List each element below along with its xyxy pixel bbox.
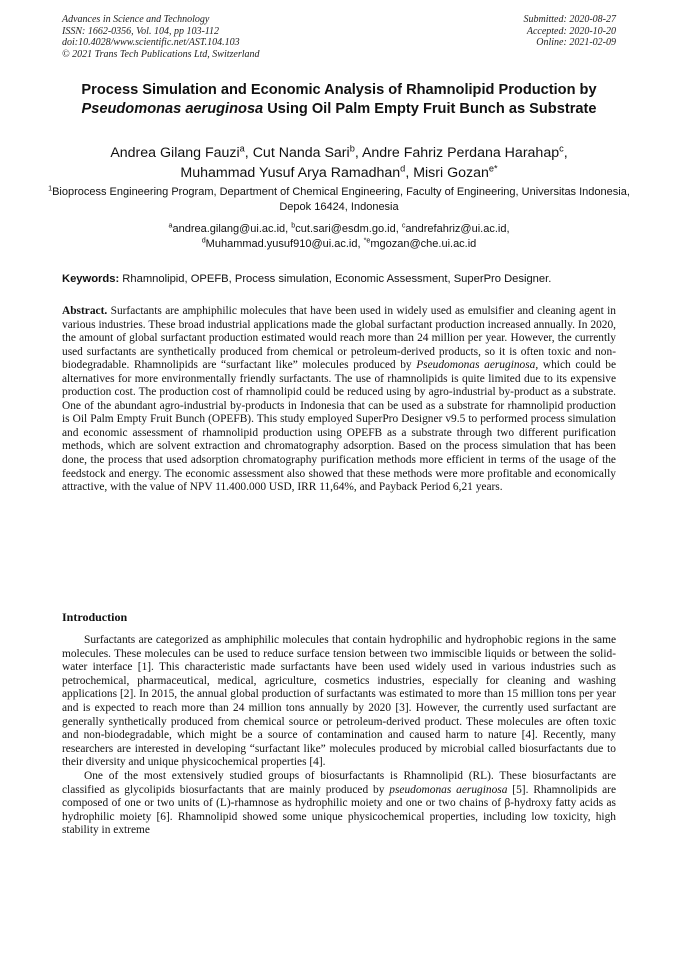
author-name: Misri Gozan <box>413 165 489 181</box>
author-separator: , <box>354 145 362 161</box>
keywords-text: Rhamnolipid, OPEFB, Process simulation, Economic Assessment, SuperPro Designer. <box>119 273 552 285</box>
paper-title <box>40 81 638 119</box>
abstract-text-1: Surfactants are amphiphilic molecules that have been used in widely used as emulsifier and cleaning agent in various industries. These broad industrial applications made the global surfactant production increased annually. In 2020, the amount of global surfactant production estimated would reach more than 24 million per year. However, the currently used surfactants are synthetically produced from chemical or petroleum-derived products, so it is often toxic and non-biodegradable. Rhamnolipids are “surfactant like” molecules produced by <box>62 305 616 372</box>
author-affil-mark: b <box>349 143 355 154</box>
author-list <box>40 143 638 183</box>
intro-paragraph-1: Surfactants are categorized as amphiphilic molecules that contain hydrophilic and hydrophobic regions in the same molecules. These molecules can be used to reduce surface tension between two immiscible liquids or between the solid-water interface [1]. This characteristic made surfactants have been used widely used in various industries such as petrochemical, pharmaceutical, medical, agriculture, cosmetics industries, especially for cleaning and washing applications [2]. In 2015, the annual global production of surfactants was estimated to more than 15 million tons per year and is expected to reach more than 24 million tons annually by 2020 [3]. However, the currently used surfactant are generally synthetically produced from chemical source or petroleum-derived product. These molecules are often toxic and non-biodegradable, which might be a source of contamination and caused harm to nature [4]. Recently, many researchers are interested in developing “surfactant like” molecules produced by microbial called biosurfactants due to their diversity and unique physicochemical properties [4]. <box>62 634 616 769</box>
journal-name: Advances in Science and Technology <box>62 14 210 25</box>
title-part-1: Process Simulation and Economic Analysis of Rhamnolipid Production by <box>81 82 597 98</box>
author-name: Cut Nanda Sari <box>252 145 350 161</box>
author-separator: , <box>244 145 253 161</box>
intro-p2-text-a: One of the most extensively studied groups of biosurfactants is Rhamnolipid (RL). These biosurfactants are classified as glycolipids biosurfactants that are mainly produced by <box>62 769 616 796</box>
issn: ISSN: 1662-0356, Vol. 104, pp 103-112 <box>62 25 220 37</box>
accepted-date: Accepted: 2020-10-20 <box>526 25 616 37</box>
intro-p2-text-b: [5]. Rhamnolipids are composed of one or two units of (L)-rhamnose as hydrophilic moiety and one or two chains of β-hydroxy fatty acids as hydrophilic moiety [6]. Rhamnolipid showed some unique physicochemical properties, including low toxicity, high stability in extreme <box>62 783 617 837</box>
online-date: Online: 2021-02-09 <box>536 37 616 48</box>
email-link[interactable]: mgozan@che.ui.ac.id <box>370 237 477 250</box>
author-name: Muhammad Yusuf Arya Ramadhan <box>180 165 401 181</box>
introduction-body <box>62 634 616 838</box>
author-name: Andre Fahriz Perdana Harahap <box>361 145 560 161</box>
abstract-organism: Pseudomonas aeruginosa, <box>416 359 539 372</box>
email-mark: b <box>291 221 296 230</box>
author-affil-mark: a <box>239 143 245 154</box>
abstract-label: Abstract. <box>62 305 108 317</box>
abstract <box>62 305 616 495</box>
header-right <box>524 14 617 49</box>
affiliation <box>40 185 638 215</box>
intro-paragraph-2 <box>62 770 616 838</box>
title-part-2: Using Oil Palm Empty Fruit Bunch as Substrate <box>263 101 597 117</box>
author-affil-mark: e* <box>488 163 498 174</box>
email-link[interactable]: Muhammad.yusuf910@ui.ac.id, <box>205 237 364 250</box>
affiliation-text: Bioprocess Engineering Program, Department of Chemical Engineering, Faculty of Engineering, Universitas Indonesia, Depok 16424, Indonesia <box>52 186 630 213</box>
email-link[interactable]: cut.sari@esdm.go.id, <box>295 223 402 235</box>
section-heading-introduction: Introduction <box>62 610 128 624</box>
author-affil-mark: d <box>400 163 406 174</box>
title-organism: Pseudomonas aeruginosa <box>81 101 264 117</box>
email-link[interactable]: andrefahriz@ui.ac.id, <box>405 223 510 235</box>
author-affil-mark: c <box>559 143 564 154</box>
header-left <box>62 14 260 60</box>
email-mark: a <box>168 221 173 230</box>
author-separator: , <box>563 145 568 161</box>
author-name: Andrea Gilang Fauzi <box>110 145 240 161</box>
email-mark: *e <box>363 235 371 244</box>
author-emails <box>40 222 638 251</box>
copyright: © 2021 Trans Tech Publications Ltd, Switzerland <box>62 48 260 60</box>
submitted-date: Submitted: 2020-08-27 <box>523 14 616 25</box>
journal-header <box>62 14 616 66</box>
doi: doi:10.4028/www.scientific.net/AST.104.103 <box>62 37 240 48</box>
keywords-label: Keywords: <box>62 273 120 285</box>
email-mark: d <box>201 235 206 244</box>
email-mark: c <box>401 221 406 230</box>
keywords <box>62 272 622 286</box>
intro-p2-organism: pseudomonas aeruginosa <box>389 783 508 796</box>
email-link[interactable]: andrea.gilang@ui.ac.id, <box>172 223 292 235</box>
author-separator: , <box>405 165 414 181</box>
abstract-text-2: which could be alternatives for more environmentally friendly surfactants. The use of rhamnolipids is quite limited due to its expensive production cost. The production cost of rhamnolipid could be reduced using by agro-industrial by-product as a substrate. One of the abundant agro-industrial by-products in Indonesia that can be used as a substrate for rhamnolipid production is Oil Palm Empty Fruit Bunch (OPEFB). This study employed SuperPro Designer v9.5 to performed process simulation and economic assessment of rhamnolipid production using OPEFB as a substrate through two different purification methods, which are solvent extraction and chromatography adsorption. Based on the process simulation that has been done, the process that used adsorption chromatography purification methods more efficient in terms of the usage of the feedstock and energy. The economic assessment also showed that these methods were more profitable and economically attractive, with the value of NPV 11.400.000 USD, IRR 11,64%, and Payback Period 6,21 years. <box>62 359 616 494</box>
affiliation-mark: 1 <box>48 184 53 193</box>
